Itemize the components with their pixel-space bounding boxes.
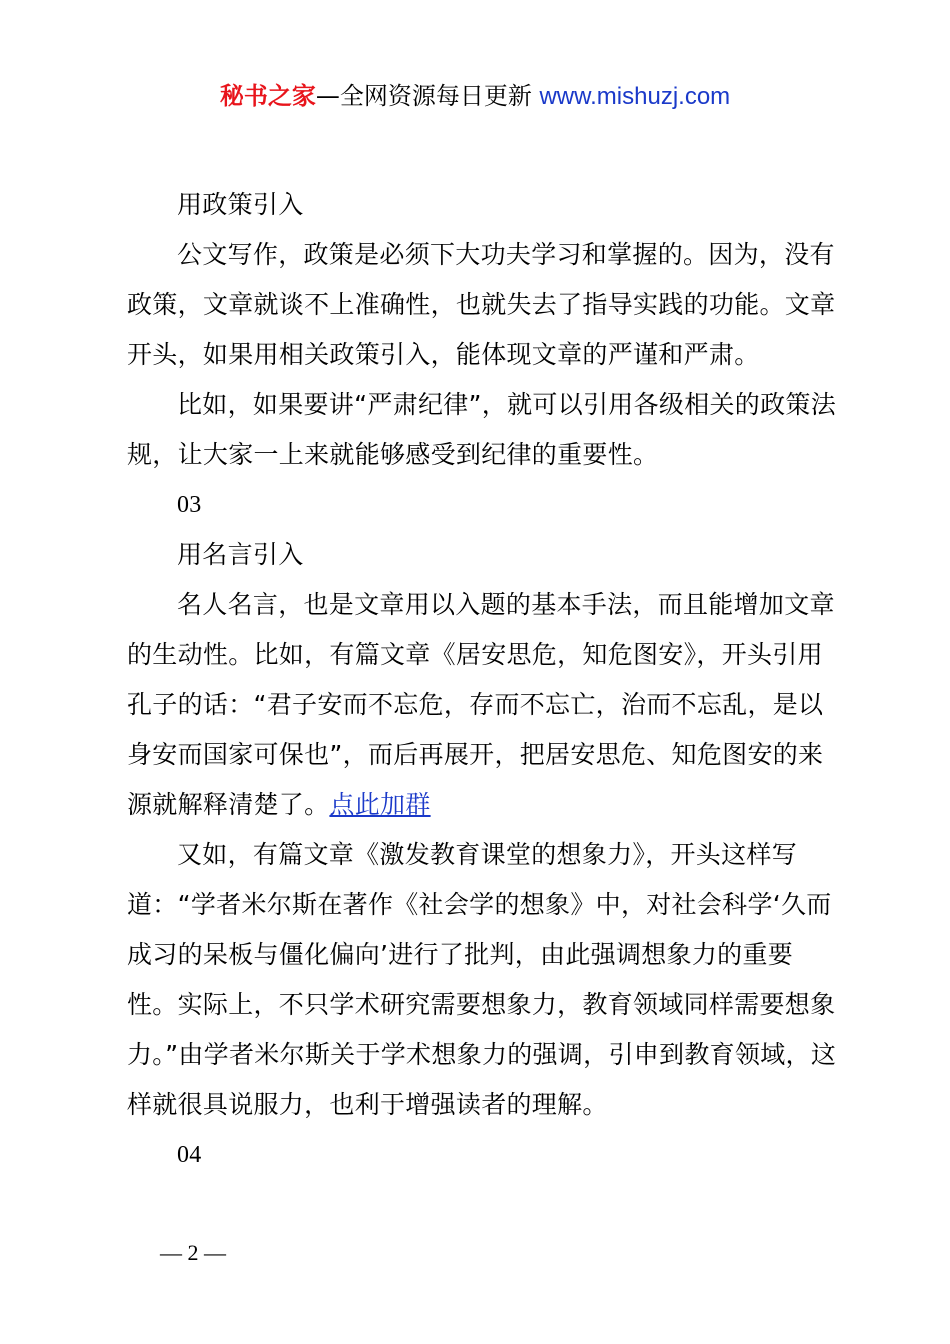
section-number: 04 — [177, 1142, 202, 1168]
section-heading: 用名言引入 — [177, 540, 304, 569]
page-header — [0, 80, 950, 113]
site-url[interactable]: www.mishuzj.com — [539, 83, 731, 110]
page-number: — 2 — — [160, 1240, 226, 1265]
header-slogan: —全网资源每日更新 — [315, 82, 540, 110]
paragraph: 比如，如果要讲“严肃纪律”，就可以引用各级相关的政策法规，让大家一上来就能够感受到纪律的重要性。 — [127, 390, 837, 469]
paragraph: 又如，有篇文章《激发教育课堂的想象力》，开头这样写道：“学者米尔斯在著作《社会学的想象》中，对社会科学‘久而成习的呆板与僵化偏向’进行了批判，由此强调想象力的重要性。实际上，不只学术研究需要想象力，教育领域同样需要想象力。”由学者米尔斯关于学术想象力的强调，引申到教育领域，这样就很具说服力，也利于增强读者的理解。 — [127, 840, 837, 1119]
paragraph-text: 名人名言，也是文章用以入题的基本手法，而且能增加文章的生动性。比如，有篇文章《居安思危，知危图安》，开头引用孔子的话：“君子安而不忘危，存而不忘亡，治而不忘乱，是以身安而国家可保也”，而后再展开，把居安思危、知危图安的来源就解释清楚了。 — [127, 590, 835, 819]
paragraph — [127, 580, 839, 830]
document-body — [127, 180, 839, 1180]
section-heading: 用政策引入 — [177, 190, 304, 219]
paragraph: 公文写作，政策是必须下大功夫学习和掌握的。因为，没有政策，文章就谈不上准确性，也就失去了指导实践的功能。文章开头，如果用相关政策引入，能体现文章的严谨和严肃。 — [127, 240, 836, 369]
join-group-link[interactable]: 点此加群 — [329, 790, 431, 819]
section-number: 03 — [177, 492, 202, 518]
brand-name: 秘书之家 — [219, 82, 316, 110]
